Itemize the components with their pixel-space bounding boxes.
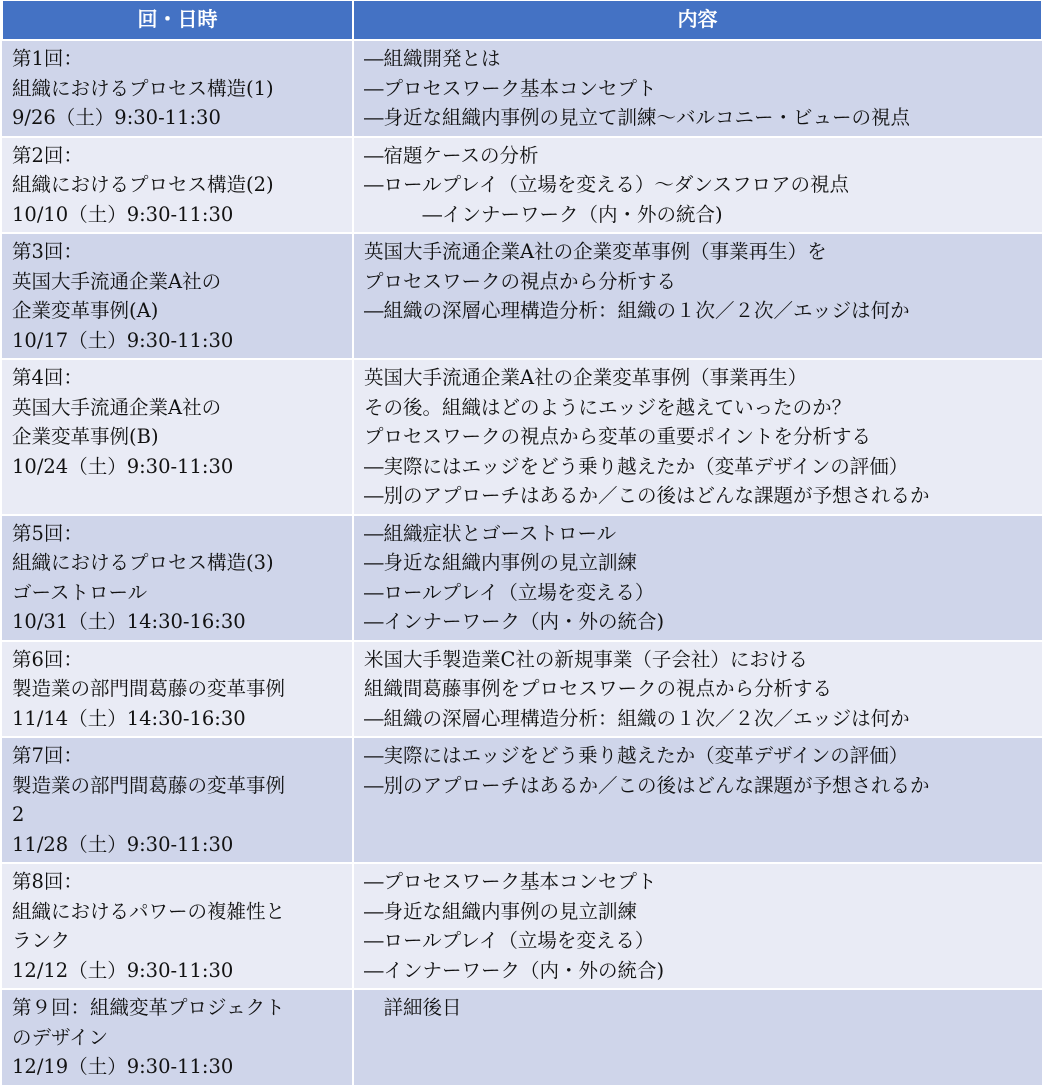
session-content-line: ―インナーワーク（内・外の統合) [364, 610, 665, 633]
session-info-line: 企業変革事例(B) [12, 425, 159, 448]
session-content-cell [353, 641, 1042, 738]
session-info-line: 11/14（土）14:30-16:30 [12, 706, 246, 730]
session-content-line: ―プロセスワーク基本コンセプト [364, 870, 657, 893]
table-row [2, 737, 1042, 863]
session-content-cell [353, 137, 1042, 234]
table-row [2, 359, 1042, 515]
session-number: 第1回： [12, 47, 83, 70]
session-content-cell [353, 359, 1042, 515]
session-info-line: 12/12（土）9:30-11:30 [12, 958, 234, 982]
header-session-date: 回・日時 [2, 1, 353, 40]
table-row [2, 40, 1042, 137]
table-row [2, 233, 1042, 359]
session-content-line: ―ロールプレイ（立場を変える） [364, 929, 655, 952]
session-info-cell [2, 641, 353, 738]
session-content-line: ―インナーワーク（内・外の統合) [364, 958, 665, 982]
session-info-line: 組織におけるプロセス構造(3) [12, 551, 274, 574]
session-info-line: ゴーストロール [12, 580, 148, 604]
session-info-cell [2, 737, 353, 863]
session-info-line: 2 [12, 803, 25, 826]
session-content-line: プロセスワークの視点から分析する [364, 269, 677, 293]
header-content: 内容 [353, 1, 1042, 40]
session-content-line: ―プロセスワーク基本コンセプト [364, 76, 657, 100]
session-info-line: 組織におけるパワーの複雑性と [12, 899, 286, 923]
session-content-line: ―宿題ケースの分析 [364, 143, 539, 167]
session-content-line: ―身近な組織内事例の見立訓練 [364, 551, 638, 574]
session-content-cell [353, 863, 1042, 989]
session-number: 第8回： [12, 870, 83, 893]
table-row [2, 137, 1042, 234]
session-content-line: ―組織の深層心理構造分析：組織の１次／２次／エッジは何か [364, 299, 910, 322]
session-info-cell [2, 40, 353, 137]
table-header [2, 1, 1042, 40]
session-number: 第3回： [12, 240, 83, 263]
session-info-line: 英国大手流通企業A社の [12, 395, 222, 419]
session-info-line: 9/26（土）9:30-11:30 [12, 106, 221, 129]
session-content-line: ―組織症状とゴーストロール [364, 521, 617, 545]
session-content-line: その後。組織はどのようにエッジを越えていったのか？ [364, 395, 852, 419]
schedule-table [1, 1, 1043, 1087]
session-content-line: ―身近な組織内事例の見立訓練 [364, 899, 638, 923]
session-info-line: 英国大手流通企業A社の [12, 269, 222, 293]
session-info-line: 組織におけるプロセス構造(2) [12, 173, 274, 196]
session-content-line: ―インナーワーク（内・外の統合) [364, 202, 723, 226]
table-row [2, 863, 1042, 989]
session-info-line: 11/28（土）9:30-11:30 [12, 832, 234, 856]
session-content-line: プロセスワークの視点から変革の重要ポイントを分析する [364, 425, 872, 448]
session-content-line: ―ロールプレイ（立場を変える） [364, 580, 655, 604]
session-content-line: ―実際にはエッジをどう乗り越えたか（変革デザインの評価） [364, 454, 909, 478]
session-content-line: 米国大手製造業C社の新規事業（子会社）における [364, 647, 808, 671]
session-number: 第6回： [12, 647, 83, 671]
session-content-cell [353, 989, 1042, 1086]
session-number: 第4回： [12, 366, 83, 389]
table-row [2, 515, 1042, 641]
session-content-line: ―組織の深層心理構造分析：組織の１次／２次／エッジは何か [364, 706, 910, 730]
session-content-cell [353, 737, 1042, 863]
session-info-line: 12/19（土）9:30-11:30 [12, 1055, 234, 1078]
session-content-line: 詳細後日 [364, 996, 462, 1019]
session-number: 第7回： [12, 744, 83, 767]
session-content-line: ―ロールプレイ（立場を変える）～ダンスフロアの視点 [364, 173, 849, 196]
session-info-cell [2, 515, 353, 641]
session-info-line: 組織におけるプロセス構造(1) [12, 76, 274, 100]
table-row [2, 641, 1042, 738]
session-content-line: ―身近な組織内事例の見立て訓練～バルコニー・ビューの視点 [364, 106, 911, 129]
session-content-cell [353, 40, 1042, 137]
session-number: 第5回： [12, 521, 83, 545]
session-info-cell [2, 863, 353, 989]
session-info-cell [2, 137, 353, 234]
session-content-line: 英国大手流通企業A社の企業変革事例（事業再生）を [364, 240, 827, 263]
session-info-line: 製造業の部門間葛藤の変革事例 [12, 773, 286, 797]
session-info-line: 10/10（土）9:30-11:30 [12, 202, 234, 226]
session-info-line: 10/24（土）9:30-11:30 [12, 454, 234, 478]
session-number: 第９回：組織変革プロジェクト [12, 996, 285, 1019]
session-content-line: ―別のアプローチはあるか／この後はどんな課題が予想されるか [364, 773, 930, 797]
session-info-line: ランク [12, 929, 71, 952]
session-info-cell [2, 989, 353, 1086]
header-row [2, 1, 1042, 40]
session-content-cell [353, 515, 1042, 641]
session-content-line: ―実際にはエッジをどう乗り越えたか（変革デザインの評価） [364, 744, 909, 767]
session-info-line: のデザイン [12, 1025, 109, 1049]
session-content-cell [353, 233, 1042, 359]
session-info-line: 製造業の部門間葛藤の変革事例 [12, 677, 286, 700]
session-number: 第2回： [12, 143, 83, 167]
table-row [2, 989, 1042, 1086]
session-info-line: 10/31（土）14:30-16:30 [12, 610, 246, 633]
session-content-line: 組織間葛藤事例をプロセスワークの視点から分析する [364, 677, 833, 700]
session-info-line: 企業変革事例(A) [12, 299, 159, 322]
session-content-line: ―別のアプローチはあるか／この後はどんな課題が予想されるか [364, 484, 930, 507]
session-info-line: 10/17（土）9:30-11:30 [12, 328, 234, 352]
session-content-line: 英国大手流通企業A社の企業変革事例（事業再生） [364, 366, 808, 389]
session-info-cell [2, 233, 353, 359]
session-info-cell [2, 359, 353, 515]
session-content-line: ―組織開発とは [364, 47, 501, 70]
schedule-body [2, 40, 1042, 1086]
